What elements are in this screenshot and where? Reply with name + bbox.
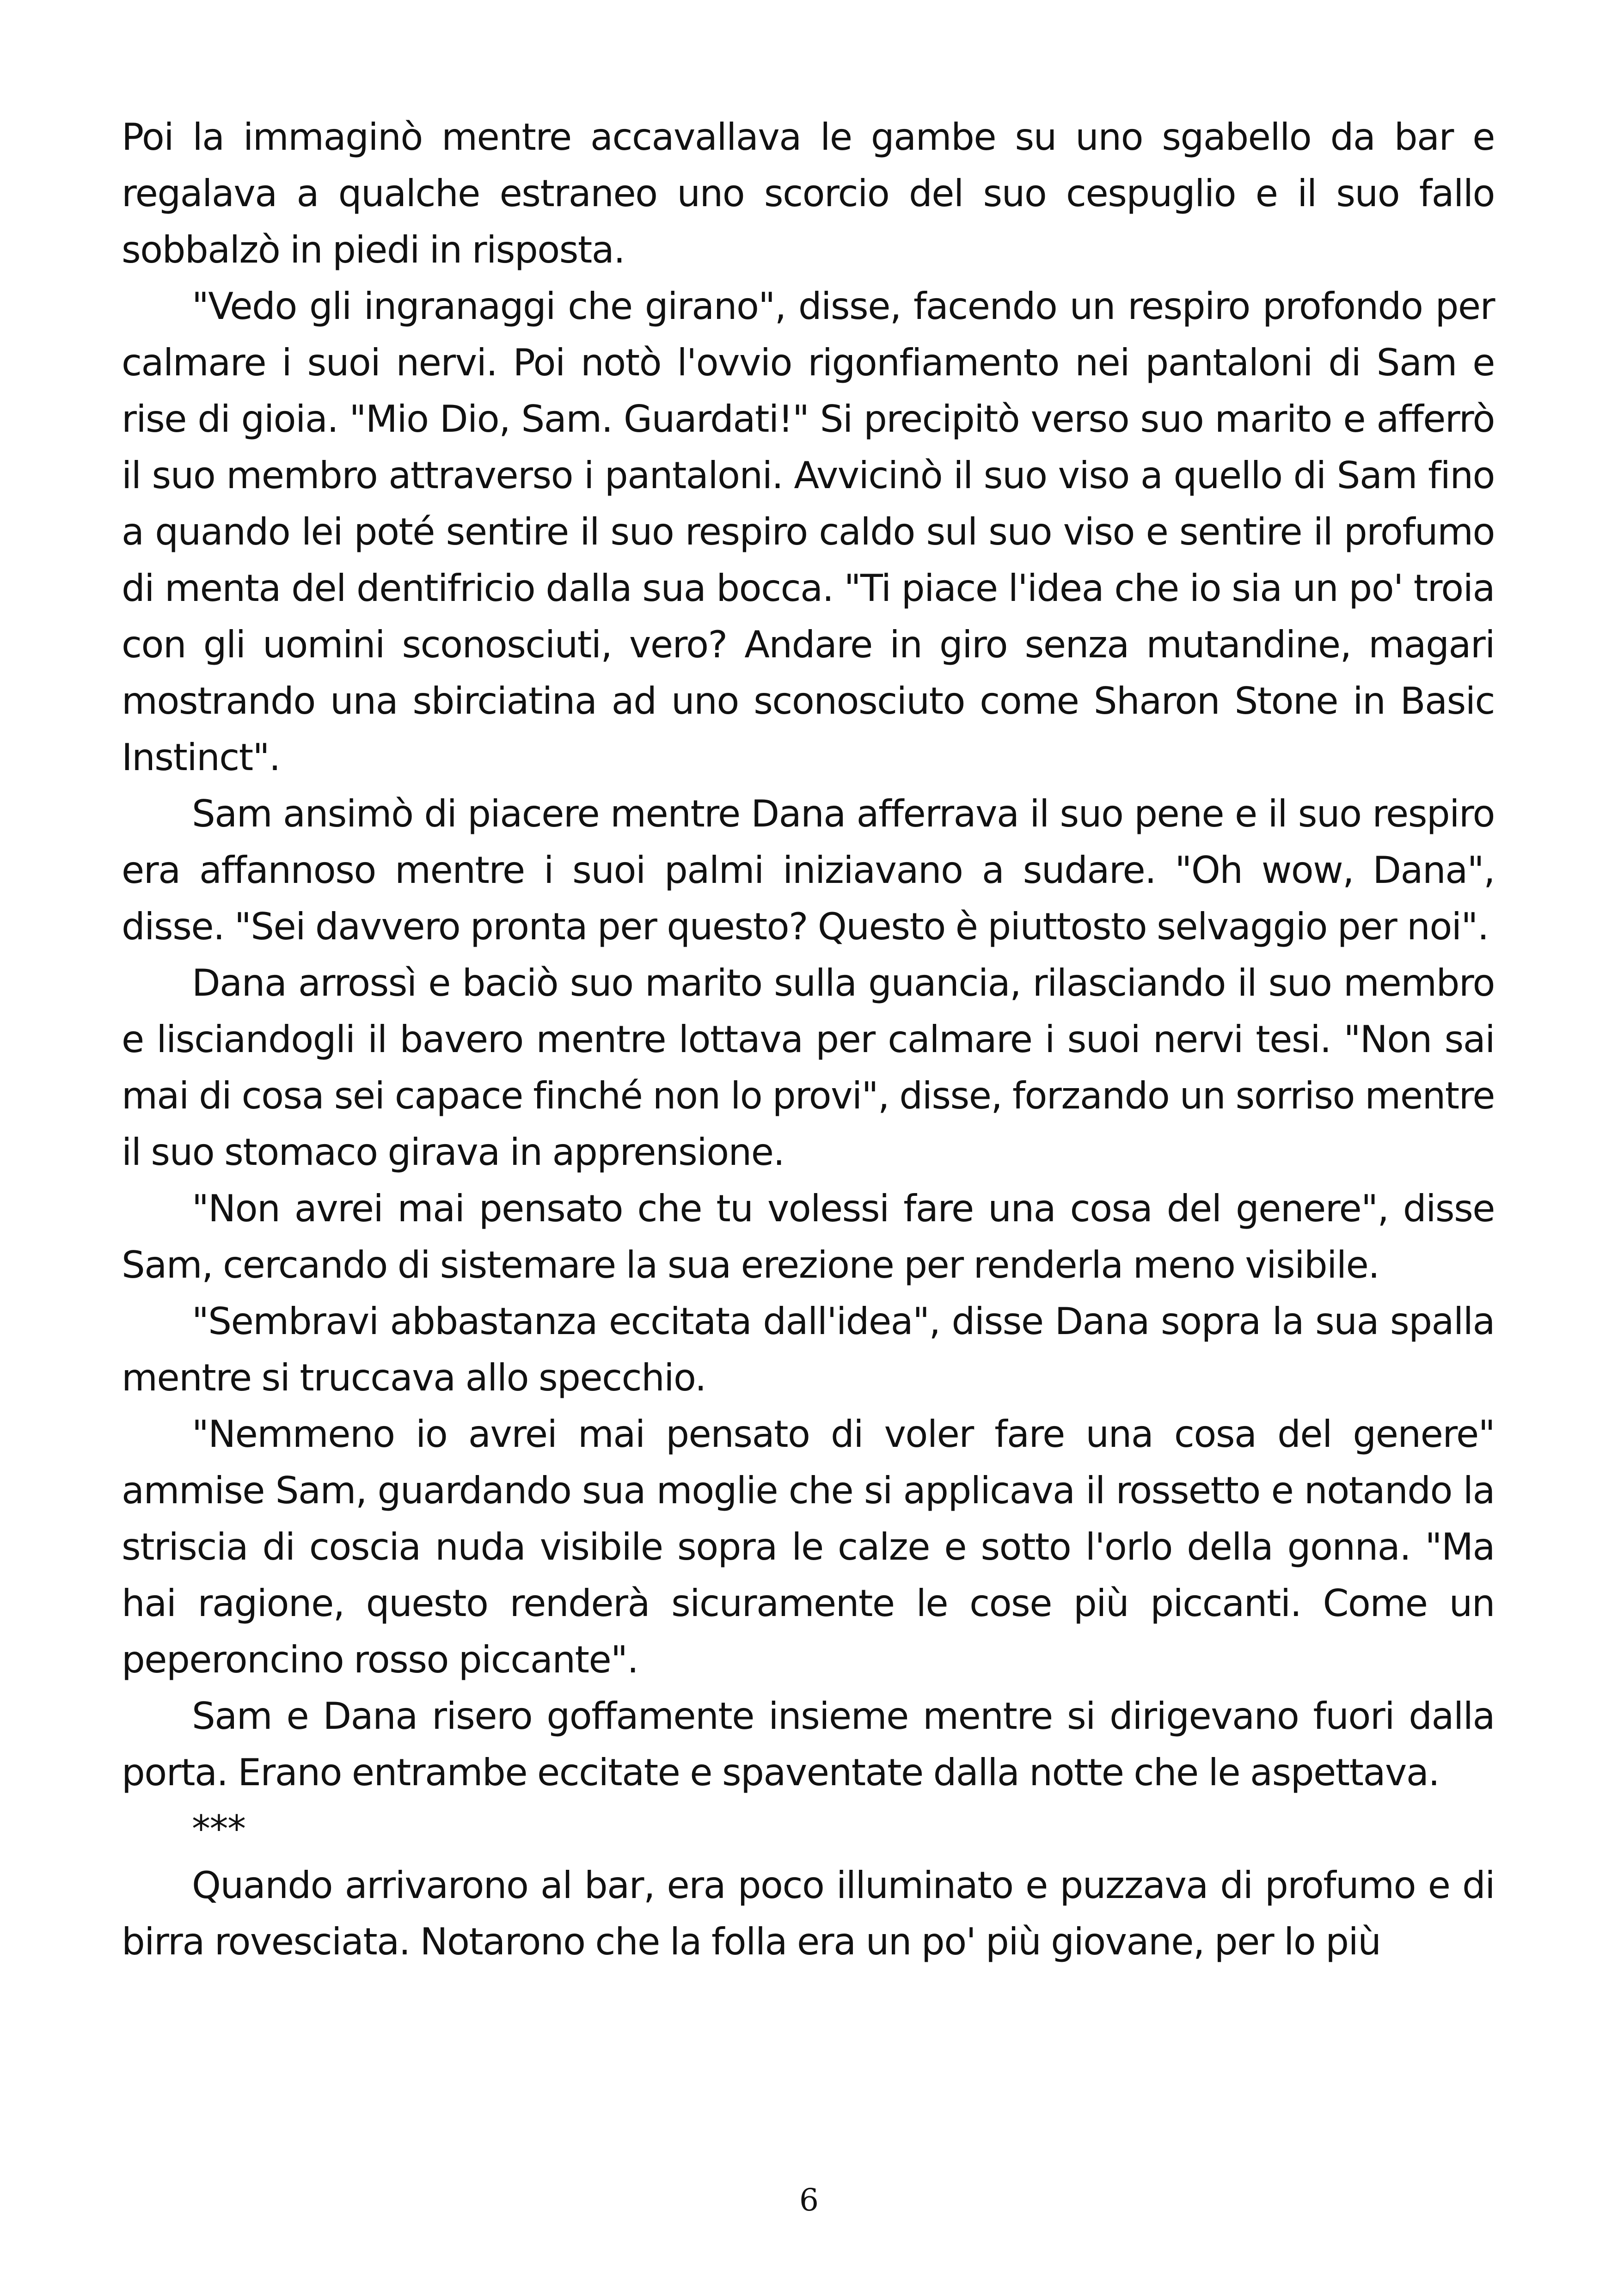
scene-separator: ***	[192, 1807, 245, 1850]
paragraph-1: Poi la immaginò mentre accavallava le gambe su uno sgabello da bar e regalava a qualche estraneo uno scorcio del suo cespuglio e il suo fallo sobbalzò in piedi in risposta.	[122, 116, 1495, 271]
paragraph-3: Sam ansimò di piacere mentre Dana afferrava il suo pene e il suo respiro era affannoso mentre i suoi palmi iniziavano a sudare. "Oh wow, Dana", disse. "Sei davvero pronta per questo? Questo è piuttosto selvaggio per noi".	[122, 792, 1495, 948]
paragraph-5: "Non avrei mai pensato che tu volessi fare una cosa del genere", disse Sam, cercando di sistemare la sua erezione per renderla meno visibile.	[122, 1187, 1495, 1286]
page-number: 6	[799, 2182, 819, 2218]
paragraph-6: "Sembravi abbastanza eccitata dall'idea", disse Dana sopra la sua spalla mentre si truccava allo specchio.	[122, 1300, 1495, 1399]
paragraph-8: Sam e Dana risero goffamente insieme mentre si dirigevano fuori dalla porta. Erano entrambe eccitate e spaventate dalla notte che le aspettava.	[122, 1695, 1495, 1794]
paragraph-9: Quando arrivarono al bar, era poco illuminato e puzzava di profumo e di birra rovesciata. Notarono che la folla era un po' più giovane, per lo più	[122, 1864, 1495, 1963]
paragraph-2: "Vedo gli ingranaggi che girano", disse, facendo un respiro profondo per calmare i suoi nervi. Poi notò l'ovvio rigonfiamento nei pantaloni di Sam e rise di gioia. "Mio Dio, Sam. Guardati!" Si precipitò verso suo marito e afferrò il suo membro attraverso i pantaloni. Avvicinò il suo viso a quello di Sam fino a quando lei poté sentire il suo respiro caldo sul suo viso e sentire il profumo di menta del dentifricio dalla sua bocca. "Ti piace l'idea che io sia un po' troia con gli uomini sconosciuti, vero? Andare in giro senza mutandine, magari mostrando una sbirciatina ad uno sconosciuto come Sharon Stone in Basic Instinct".	[122, 285, 1495, 779]
paragraph-7: "Nemmeno io avrei mai pensato di voler fare una cosa del genere" ammise Sam, guardando sua moglie che si applicava il rossetto e notando la striscia di coscia nuda visibile sopra le calze e sotto l'orlo della gonna. "Ma hai ragione, questo renderà sicuramente le cose più piccanti. Come un peperoncino rosso piccante".	[122, 1413, 1495, 1681]
body-text	[122, 109, 1495, 1970]
paragraph-4: Dana arrossì e baciò suo marito sulla guancia, rilasciando il suo membro e lisciandogli il bavero mentre lottava per calmare i suoi nervi tesi. "Non sai mai di cosa sei capace finché non lo provi", disse, forzando un sorriso mentre il suo stomaco girava in apprensione.	[122, 961, 1495, 1174]
